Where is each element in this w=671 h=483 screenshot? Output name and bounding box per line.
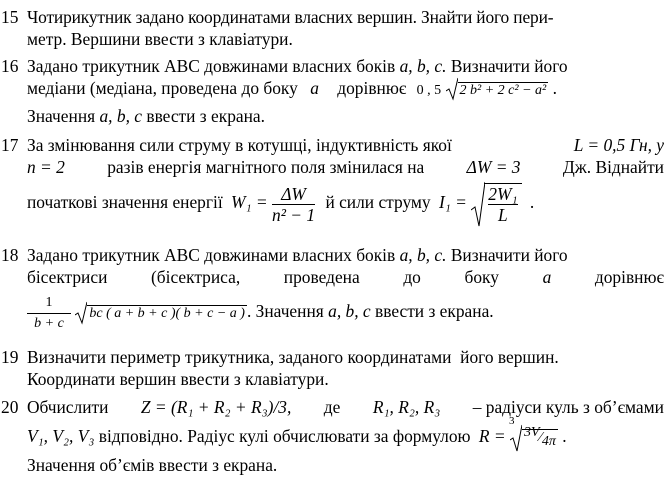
task-text-line: Задано трикутник ABC довжинами власних боків a, b, c. Визначити його [27,56,568,76]
cube-root-sign [510,423,522,453]
task-text-line: Координати вершин ввести з клавіатури. [27,369,329,389]
task-20 [0,396,664,476]
task-15 [0,6,664,50]
bisector-fraction: $\frac{1}{b + c}$ [27,293,71,334]
task-17 [0,134,664,226]
i1-formula-root: $\frac{\text{2W₁}}{L}$ [471,192,526,212]
task-number: 19 [1,347,19,367]
task-text-line: Значення a, b, c ввести з екрана. [27,106,265,126]
task-19 [0,346,664,390]
task-number: 15 [1,7,19,27]
task-text-line: початкові значення енергії W₁ = $\frac{\Delta W}{\text{n² − 1}}$ й сили струму I₁ = $\frac{\text{2W₁}}{L}$ . [27,178,664,226]
task-text-line: n = 2 разів енергія магнітного поля змінилася на ΔW = 3 Дж. Віднайти [27,157,664,177]
task-18 [0,244,664,334]
task-text-line: метр. Вершини ввести з клавіатури. [27,29,293,49]
task-16 [0,55,664,127]
task-text-line: За змінювання сили струму в котушці, індуктивність якої L = 0,5 Гн, у [27,135,664,155]
sqrt-sign [471,180,485,228]
sqrt-sign [446,77,458,101]
task-text-line: Задано трикутник ABC довжинами власних боків a, b, c. Визначити його [27,245,568,265]
radius-formula-root: 3 3V⁄4π [510,418,558,456]
w1-formula-lhs: W₁ = [231,192,268,212]
task-text-line: медіани (медіана, проведена до боку a дорівнює 0 , 5 2 b² + 2 c² − a² . [27,74,664,105]
task-number: 17 [1,135,19,155]
task-text-line: бісектриси (бісектриса, проведена до боку a дорівнює [27,267,664,287]
task-text-line: Визначити периметр трикутника, заданого координатами його вершин. [27,347,559,367]
radius-formula-lhs: R = [478,426,506,446]
task-text-line: Чотирикутник задано координатами власних вершин. Знайти його пери- [27,7,554,27]
i1-formula-lhs: I₁ = [438,192,467,212]
task-text-line: Значення об’ємів ввести з екрана. [27,455,278,475]
median-formula: 0 , 5 2 b² + 2 c² − a² . [417,78,557,98]
sqrt-sign [75,301,87,325]
task-text-line: V₁, V₂, V₃ відповідно. Радіус кулі обчислювати за формулою R = 3 3V⁄4π . [27,418,664,454]
task-number: 16 [1,56,19,76]
task-number: 20 [1,397,19,417]
task-text-line: $\frac{1}{b + c}$ bc ( a + b + c )( b + c − a ) . Значення a, b, c ввести з екрана. [27,288,664,334]
w1-fraction: $\frac{\Delta W}{\text{n² − 1}}$ [272,183,316,225]
task-number: 18 [1,245,19,265]
task-text-line: Обчислити Z = (R₁ + R₂ + R₃)/3, де R₁, R₂, R₃ – радіуси куль з об’ємами [27,397,664,417]
